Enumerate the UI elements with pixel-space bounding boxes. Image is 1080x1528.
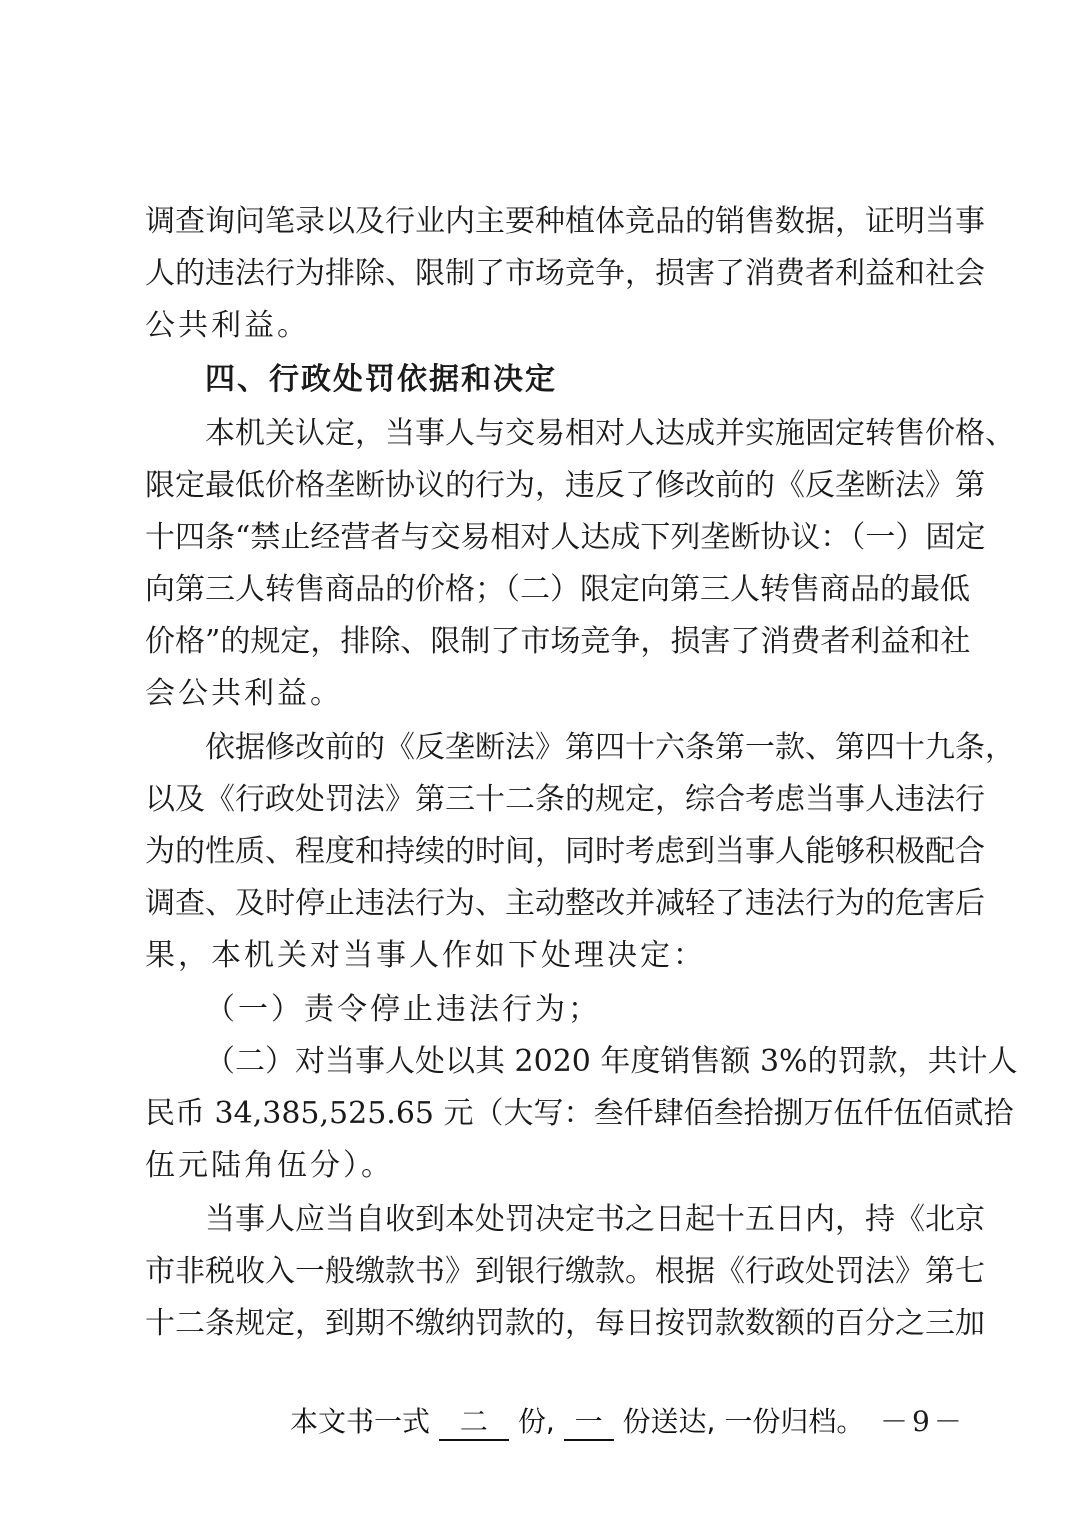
- body-line: 市非税收入一般缴款书》到银行缴款。根据《行政处罚法》第七: [145, 1254, 985, 1289]
- body-line: 果，本机关对当事人作如下处理决定：: [145, 938, 706, 973]
- body-line: 当事人应当自收到本处罚决定书之日起十五日内，持《北京: [205, 1202, 985, 1237]
- body-line: 为的性质、程度和持续的时间，同时考虑到当事人能够积极配合: [145, 834, 985, 869]
- body-line: 十四条“禁止经营者与交易相对人达成下列垄断协议：（一）固定: [145, 520, 986, 555]
- body-line: 十二条规定，到期不缴纳罚款的，每日按罚款数额的百分之三加: [145, 1306, 985, 1341]
- body-line: 人的违法行为排除、限制了市场竞争，损害了消费者利益和社会: [145, 256, 985, 291]
- body-line: 公共利益。: [145, 308, 310, 343]
- body-line: 本机关认定，当事人与交易相对人达成并实施固定转售价格、: [205, 416, 1015, 451]
- body-line: 会公共利益。: [145, 676, 343, 711]
- body-line: 向第三人转售商品的价格；（二）限定向第三人转售商品的最低: [145, 572, 970, 607]
- copies-note: [290, 1402, 864, 1442]
- decision-item-2: （二）对当事人处以其 2020 年度销售额 3%的罚款，共计人: [205, 1044, 1018, 1079]
- body-line: 以及《行政处罚法》第三十二条的规定，综合考虑当事人违法行: [145, 782, 985, 817]
- body-line: 价格”的规定，排除、限制了市场竞争，损害了消费者利益和社: [145, 624, 971, 659]
- body-line: 依据修改前的《反垄断法》第四十六条第一款、第四十九条，: [205, 730, 1015, 765]
- copies-total: 二: [439, 1405, 509, 1441]
- page-number: －9－: [880, 1405, 966, 1438]
- body-line: 调查询问笔录以及行业内主要种植体竞品的销售数据，证明当事: [145, 204, 985, 239]
- body-line: 限定最低价格垄断协议的行为，违反了修改前的《反垄断法》第: [145, 468, 985, 503]
- copies-sent: 一: [564, 1405, 614, 1441]
- decision-item-1: （一）责令停止违法行为；: [205, 992, 601, 1027]
- section-heading: 四、行政处罚依据和决定: [205, 362, 557, 397]
- copies-middle: 份,: [517, 1405, 555, 1438]
- body-line: 伍元陆角伍分）。: [145, 1148, 394, 1183]
- body-line: 民币 34,385,525.65 元（大写：叁仟肆佰叁拾捌万伍仟伍佰贰拾: [145, 1096, 1014, 1131]
- body-line: 调查、及时停止违法行为、主动整改并减轻了违法行为的危害后: [145, 886, 985, 921]
- copies-prefix: 本文书一式: [290, 1405, 431, 1438]
- copies-suffix: 份送达, 一份归档。: [622, 1405, 865, 1438]
